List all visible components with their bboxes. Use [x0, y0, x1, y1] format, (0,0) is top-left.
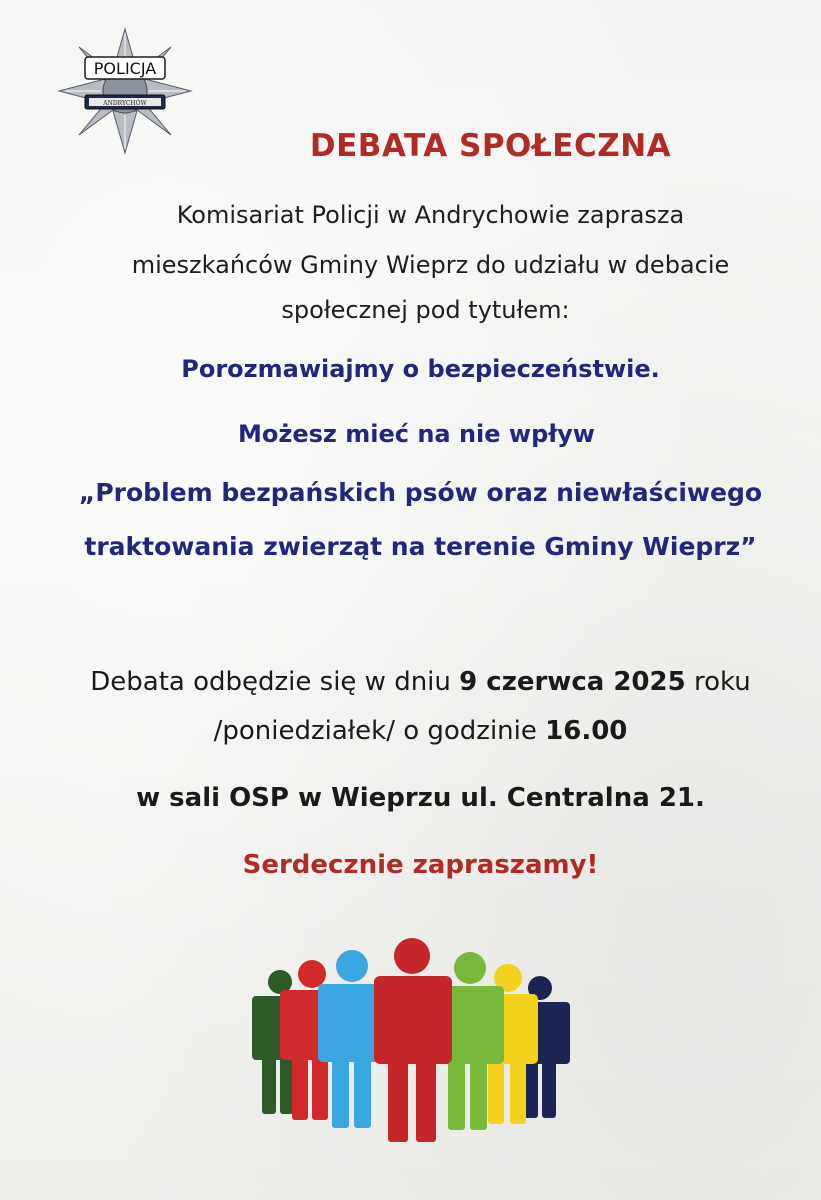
- time-line-prefix: /poniedziałek/ o godzinie: [213, 716, 546, 746]
- intro-line-1: Komisariat Policji w Andrychowie zaprasza: [176, 201, 685, 229]
- people-group-illustration: [240, 930, 580, 1150]
- date-line-suffix: roku: [685, 667, 751, 697]
- topic-line-2: Możesz mieć na nie wpływ: [238, 420, 595, 448]
- poster-title: DEBATA SPOŁECZNA: [309, 128, 672, 164]
- time-line: [10, 716, 821, 746]
- date-line: [10, 667, 821, 697]
- closing-invitation: Serdecznie zapraszamy!: [242, 850, 599, 880]
- badge-bottom-text: ANDRYCHÓW: [103, 100, 147, 107]
- debate-topic-quote-line-2: traktowania zwierząt na terenie Gminy Wieprz”: [84, 532, 757, 561]
- event-venue: w sali OSP w Wieprzu ul. Centralna 21.: [136, 783, 705, 813]
- topic-line-1: Porozmawiajmy o bezpieczeństwie.: [181, 355, 660, 383]
- date-line-prefix: Debata odbędzie się w dniu: [90, 667, 460, 697]
- intro-line-3: społecznej pod tytułem:: [281, 296, 570, 324]
- person-figure-crimson: [374, 938, 452, 1142]
- event-time: 16.00: [545, 716, 628, 746]
- debate-topic-quote-line-1: „Problem bezpańskich psów oraz niewłaściwego: [78, 478, 763, 507]
- intro-line-2: mieszkańców Gminy Wieprz do udziału w debacie: [131, 251, 730, 279]
- badge-top-text: POLICJA: [93, 59, 157, 78]
- event-date: 9 czerwca 2025: [459, 667, 686, 697]
